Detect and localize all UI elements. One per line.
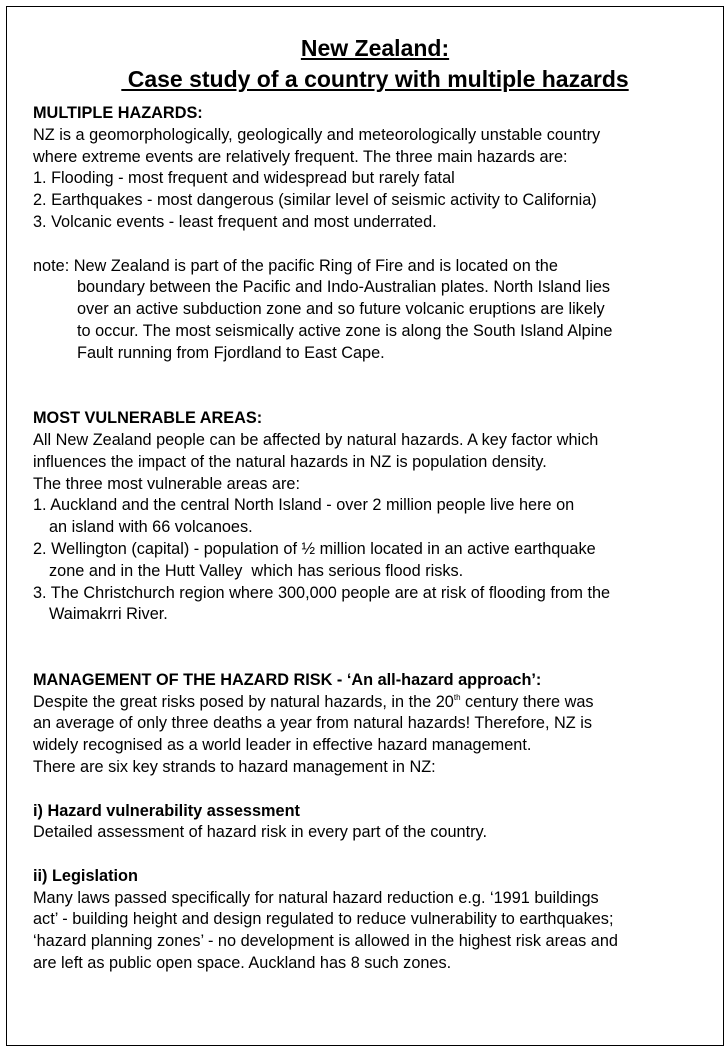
subsection-heading: i) Hazard vulnerability assessment [33,801,300,820]
strand-hazard-assessment [33,801,723,845]
spacer [33,779,723,801]
note-section [33,256,723,365]
multiple-hazards-section [33,103,723,234]
paragraph-line: Detailed assessment of hazard risk in every part of the country. [33,823,487,842]
text-span: century there was [460,692,594,711]
paragraph-line: are left as public open space. Auckland has 8 such zones. [33,954,452,973]
note-line: over an active subduction zone and so future volcanic eruptions are likely [77,300,605,319]
paragraph-line: All New Zealand people can be affected by natural hazards. A key factor which [33,430,599,449]
paragraph-line: NZ is a geomorphologically, geologically and meteorologically unstable country [33,125,601,144]
strand-legislation [33,866,723,975]
section-heading: MULTIPLE HAZARDS: [33,104,203,122]
note-line: to occur. The most seismically active zone is along the South Island Alpine [77,321,613,340]
list-item-continuation: Waimakrri River. [49,605,168,624]
section-heading: MANAGEMENT OF THE HAZARD RISK - ‘An all-hazard approach’: [33,670,542,689]
list-item: 2. Earthquakes - most dangerous (similar level of seismic activity to California) [33,191,597,210]
document-page [6,6,724,1046]
spacer [33,386,723,408]
paragraph-line [33,692,723,714]
list-item: 1. Flooding - most frequent and widespread but rarely fatal [33,169,455,188]
management-section [33,670,723,779]
list-item-continuation: zone and in the Hutt Valley which has serious flood risks. [49,561,464,580]
document-title [33,33,723,95]
list-item: 3. Volcanic events - least frequent and most underrated. [33,212,437,231]
subsection-heading: ii) Legislation [33,866,138,885]
spacer [33,626,723,648]
paragraph-line: There are six key strands to hazard management in NZ: [33,757,436,776]
superscript: th [453,692,461,702]
spacer [33,234,723,256]
title-line-2: Case study of a country with multiple hazards [121,66,629,92]
paragraph-line: an average of only three deaths a year from natural hazards! Therefore, NZ is [33,714,592,733]
spacer [33,648,723,670]
paragraph-line: Many laws passed specifically for natural hazard reduction e.g. ‘1991 buildings [33,888,599,907]
paragraph-line: influences the impact of the natural hazards in NZ is population density. [33,452,547,471]
list-item: 2. Wellington (capital) - population of ½ million located in an active earthquake [33,539,596,558]
list-item-continuation: an island with 66 volcanoes. [49,518,253,537]
vulnerable-areas-section [33,408,723,626]
spacer [33,844,723,866]
list-item: 3. The Christchurch region where 300,000 people are at risk of flooding from the [33,583,611,602]
note-line: note: New Zealand is part of the pacific Ring of Fire and is located on the [33,256,558,275]
paragraph-line: act’ - building height and design regulated to reduce vulnerability to earthquakes; [33,910,614,929]
note-line: boundary between the Pacific and Indo-Australian plates. North Island lies [77,278,611,297]
note-line: Fault running from Fjordland to East Cape. [77,343,385,362]
list-item: 1. Auckland and the central North Island - over 2 million people live here on [33,496,575,515]
section-heading: MOST VULNERABLE AREAS: [33,409,263,428]
paragraph-line: ‘hazard planning zones’ - no development is allowed in the highest risk areas and [33,932,618,951]
title-line-1: New Zealand: [300,35,450,61]
text-span: Despite the great risks posed by natural hazards, in the 20 [33,692,454,711]
paragraph-line: The three most vulnerable areas are: [33,474,300,493]
paragraph-line: widely recognised as a world leader in effective hazard management. [33,736,532,755]
paragraph-line: where extreme events are relatively frequent. The three main hazards are: [33,147,568,166]
spacer [33,365,723,387]
